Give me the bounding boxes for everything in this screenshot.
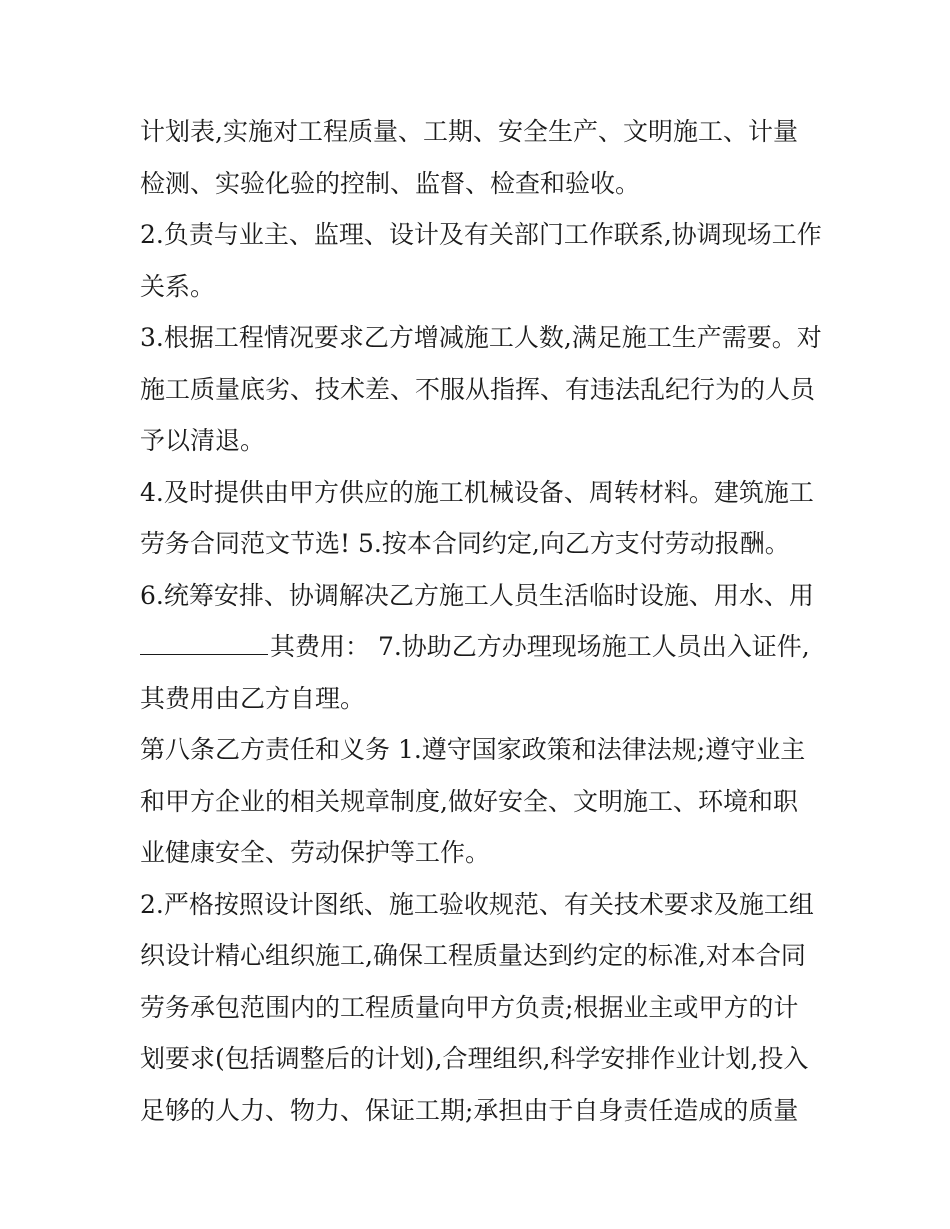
text-line: 第八条乙方责任和义务 1.遵守国家政策和法律法规;遵守业主: [140, 735, 806, 764]
text-line: 4.及时提供由甲方供应的施工机械设备、周转材料。建筑施工: [140, 477, 814, 507]
text-line: 织设计精心组织施工,确保工程质量达到约定的标准,对本合同: [140, 941, 806, 970]
text-line: 2.严格按照设计图纸、施工验收规范、有关技术要求及施工组: [140, 889, 814, 919]
text-line: 2.负责与业主、监理、设计及有关部门工作联系,协调现场工作: [140, 220, 822, 249]
text-line: 和甲方企业的相关规章制度,做好安全、文明施工、环境和职: [140, 786, 798, 816]
text-line: 足够的人力、物力、保证工期;承担由于自身责任造成的质量: [140, 1095, 799, 1125]
text-line: 予以清退。: [140, 426, 266, 455]
fill-in-blank: [140, 630, 268, 655]
text-line: 计划表,实施对工程质量、工期、安全生产、文明施工、计量: [140, 117, 798, 146]
text-line: 劳务承包范围内的工程质量向甲方负责;根据业主或甲方的计: [140, 992, 799, 1022]
text-line: 关系。: [140, 271, 216, 301]
text-line: 3.根据工程情况要求乙方增减施工人数,满足施工生产需要。对: [140, 323, 822, 352]
text-line: 施工质量底劣、技术差、不服从指挥、有违法乱纪行为的人员: [140, 374, 816, 404]
text-line: 劳务合同范文节选! 5.按本合同约定,向乙方支付劳动报酬。: [140, 529, 790, 558]
text-line-remainder: 其费用： 7.协助乙方办理现场施工人员出入证件,: [270, 632, 810, 661]
text-line: 业健康安全、劳动保护等工作。: [140, 838, 491, 867]
contract-body-text: [140, 106, 830, 1136]
text-line-with-blank: [140, 621, 830, 673]
text-line: 检测、实验化验的控制、监督、检查和验收。: [140, 168, 641, 198]
text-line: 6.统筹安排、协调解决乙方施工人员生活临时设施、用水、用: [140, 580, 814, 610]
text-line: 其费用由乙方自理。: [140, 683, 366, 713]
text-line: 划要求(包括调整后的计划),合理组织,科学安排作业计划,投入: [140, 1044, 809, 1073]
